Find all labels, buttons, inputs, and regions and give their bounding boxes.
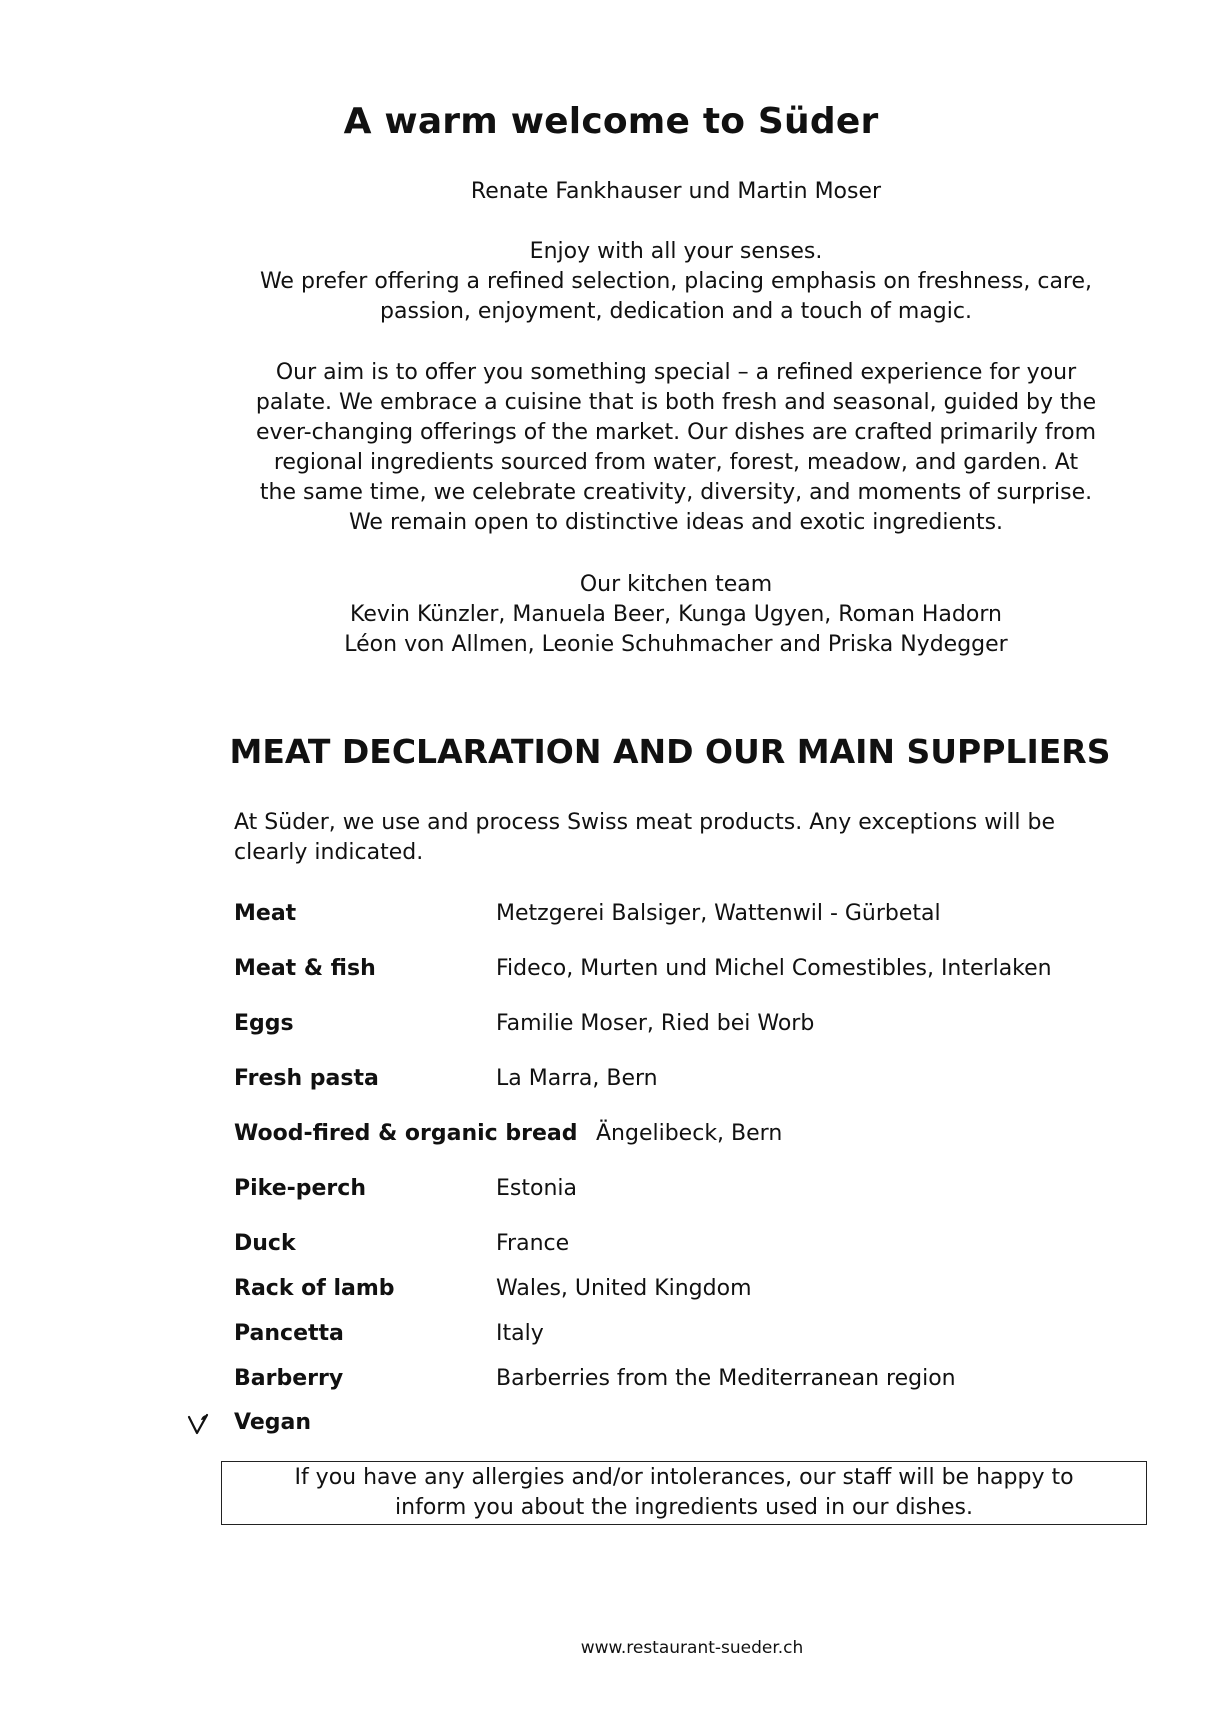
aim-line: regional ingredients sourced from water, forest, meadow, and garden. At [273,450,1079,475]
allergy-notice-line: inform you about the ingredients used in our dishes. [395,1495,973,1520]
supplier-label: Meat & fish [234,956,376,981]
owners-line: Renate Fankhauser und Martin Moser [470,179,882,204]
footer-website: www.restaurant-sueder.ch [580,1638,804,1658]
supplier-value: Italy [496,1321,544,1346]
senses-line: passion, enjoyment, dedication and a touch of magic. [380,299,972,324]
allergy-notice-line: If you have any allergies and/or intolerances, our staff will be happy to [294,1465,1074,1490]
senses-paragraph [216,237,1136,327]
supplier-label: Barberry [234,1366,344,1391]
supplier-row [234,954,1154,984]
kitchen-team-names: Léon von Allmen, Leonie Schuhmacher and Priska Nydegger [344,632,1008,657]
supplier-row [234,1364,1154,1394]
supplier-row [234,1229,1154,1259]
aim-line: Our aim is to offer you something special – a refined experience for your [275,360,1077,385]
supplier-value: Familie Moser, Ried bei Worb [496,1011,815,1036]
supplier-label: Eggs [234,1011,294,1036]
supplier-value: Wales, United Kingdom [496,1276,752,1301]
allergy-notice-box [221,1461,1147,1525]
supplier-value: Estonia [496,1176,577,1201]
aim-line: We remain open to distinctive ideas and exotic ingredients. [348,510,1004,535]
meat-intro-line: At Süder, we use and process Swiss meat products. Any exceptions will be [234,810,1056,835]
supplier-value: Fideco, Murten und Michel Comestibles, Interlaken [496,956,1052,981]
supplier-row [234,899,1154,929]
supplier-value: La Marra, Bern [496,1066,658,1091]
aim-line: palate. We embrace a cuisine that is both fresh and seasonal, guided by the [255,390,1097,415]
supplier-value: Metzgerei Balsiger, Wattenwil - Gürbetal [496,901,941,926]
supplier-row [234,1174,1154,1204]
kitchen-team-heading: Our kitchen team [579,572,773,597]
meat-declaration-title: MEAT DECLARATION AND OUR MAIN SUPPLIERS [229,732,1111,771]
supplier-row [234,1009,1154,1039]
supplier-label: Rack of lamb [234,1276,395,1301]
kitchen-team-names: Kevin Künzler, Manuela Beer, Kunga Ugyen, Roman Hadorn [350,602,1002,627]
supplier-row [234,1319,1154,1349]
supplier-label: Duck [234,1231,296,1256]
supplier-value: Ängelibeck, Bern [596,1121,783,1146]
kitchen-team-block [216,570,1136,660]
supplier-value: France [496,1231,570,1256]
meat-declaration-intro [234,808,1144,868]
supplier-label: Wood-fired & organic bread [234,1121,578,1146]
senses-line: We prefer offering a refined selection, placing emphasis on freshness, care, [259,269,1093,294]
supplier-value: Barberries from the Mediterranean region [496,1366,956,1391]
supplier-row [234,1119,1154,1149]
senses-line: Enjoy with all your senses. [529,239,823,264]
aim-paragraph [216,358,1136,538]
supplier-row [234,1274,1154,1304]
aim-line: ever-changing offerings of the market. Our dishes are crafted primarily from [255,420,1097,445]
vegan-leaf-icon [186,1412,210,1436]
aim-line: the same time, we celebrate creativity, diversity, and moments of surprise. [259,480,1093,505]
supplier-label: Fresh pasta [234,1066,379,1091]
owners-block [216,177,1136,207]
supplier-label: Pancetta [234,1321,344,1346]
meat-intro-line: clearly indicated. [234,840,424,865]
supplier-row [234,1064,1154,1094]
supplier-label: Meat [234,901,297,926]
welcome-title: A warm welcome to Süder [343,101,879,142]
vegan-label: Vegan [234,1410,311,1435]
supplier-label: Pike-perch [234,1176,366,1201]
